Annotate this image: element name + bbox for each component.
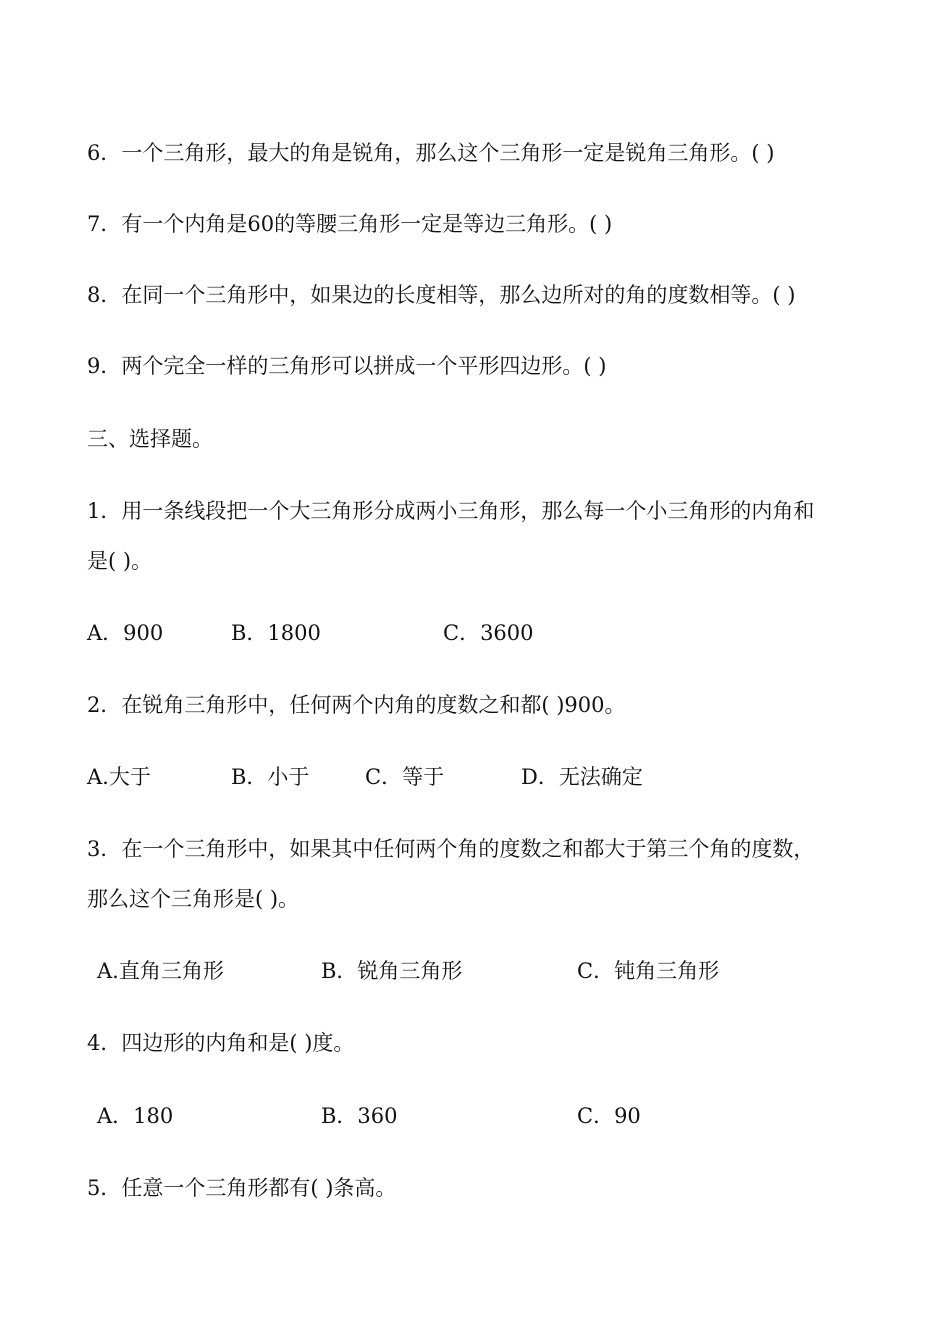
q4-option-c: C．90 [577,1104,641,1128]
q4-option-b: B．360 [321,1104,398,1128]
q1-option-a: A．900 [87,621,164,645]
q2-option-a: A.大于 [87,765,151,789]
q3-option-a: A.直角三角形 [97,959,224,983]
section-heading-choice: 三、选择题。 [87,427,213,451]
judge-question-9: 9．两个完全一样的三角形可以拼成一个平形四边形。( ) [87,354,607,378]
judge-question-6: 6．一个三角形，最大的角是锐角，那么这个三角形一定是锐角三角形。( ) [87,141,775,165]
q1-option-b: B．1800 [231,621,321,645]
judge-question-7: 7．有一个内角是60的等腰三角形一定是等边三角形。( ) [87,212,613,236]
q2-option-b: B．小于 [231,765,310,789]
choice-question-3-line2: 那么这个三角形是( )。 [87,887,300,911]
choice-question-2: 2．在锐角三角形中，任何两个内角的度数之和都( )900。 [87,693,626,717]
q3-option-b: B．锐角三角形 [321,959,463,983]
q2-option-c: C．等于 [365,765,445,789]
q2-option-d: D．无法确定 [521,765,643,789]
q1-option-c: C．3600 [443,621,534,645]
choice-question-1-line2: 是( )。 [87,549,153,573]
judge-question-8: 8．在同一个三角形中，如果边的长度相等，那么边所对的角的度数相等。( ) [87,283,796,307]
q4-option-a: A．180 [97,1104,174,1128]
choice-question-5: 5．任意一个三角形都有( )条高。 [87,1176,397,1200]
choice-question-3-line1: 3．在一个三角形中，如果其中任何两个角的度数之和都大于第三个角的度数， [87,837,815,861]
choice-question-4: 4．四边形的内角和是( )度。 [87,1031,355,1055]
choice-question-1-line1: 1．用一条线段把一个大三角形分成两小三角形，那么每一个小三角形的内角和 [87,499,815,523]
q3-option-c: C．钝角三角形 [577,959,720,983]
